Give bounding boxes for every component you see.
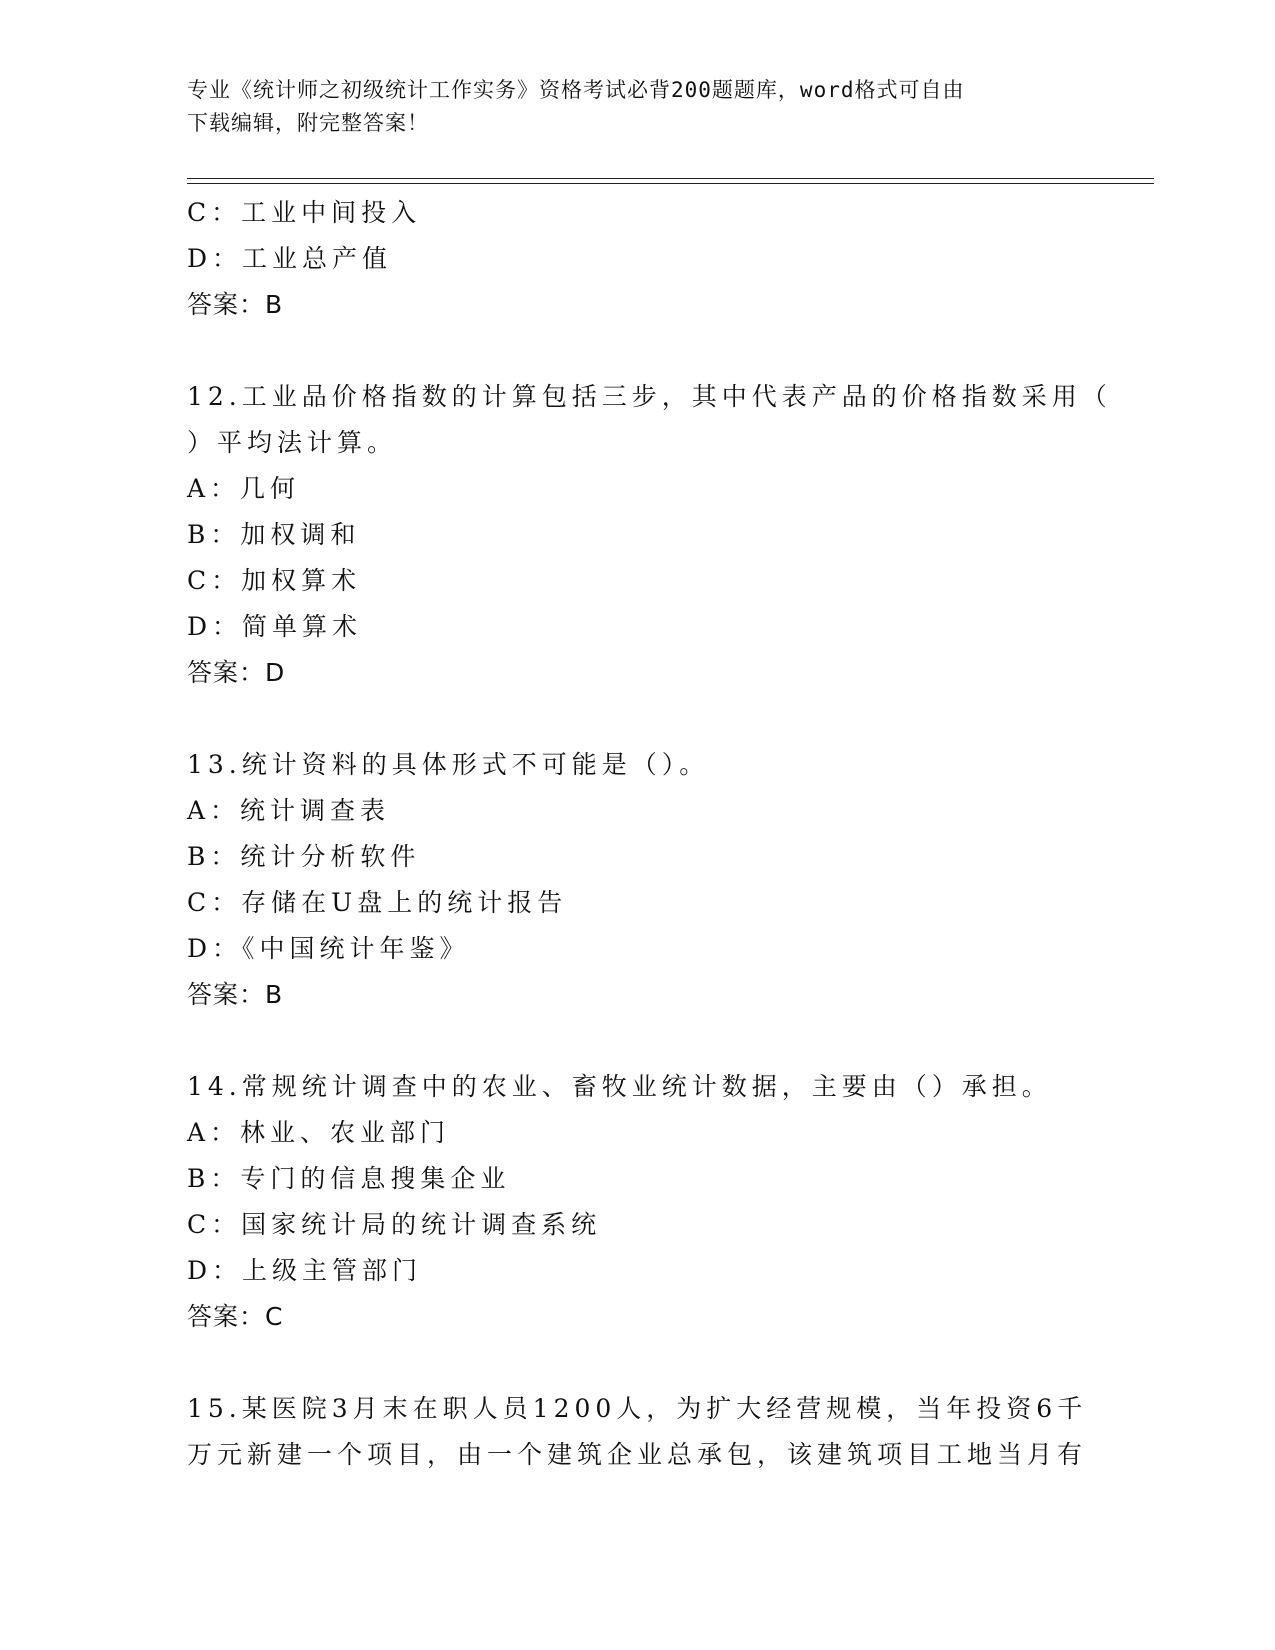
document-header [187, 74, 1087, 140]
question-stem-line: ）平均法计算。 [187, 428, 398, 457]
question-11 [187, 190, 1137, 328]
option-d: D：上级主管部门 [187, 1256, 423, 1285]
option-b: B：统计分析软件 [187, 842, 421, 871]
question-15 [187, 1386, 1137, 1478]
question-stem-line: 14.常规统计调查中的农业、畜牧业统计数据，主要由（）承担。 [187, 1072, 1052, 1101]
answer-line: 答案：D [187, 658, 286, 687]
option-a: A：统计调查表 [187, 796, 391, 825]
header-divider-bottom [187, 183, 1154, 184]
option-c: C：工业中间投入 [187, 198, 422, 227]
option-b: B：专门的信息搜集企业 [187, 1164, 511, 1193]
question-stem-line: 万元新建一个项目，由一个建筑企业总承包，该建筑项目工地当月有 [187, 1440, 1088, 1469]
question-stem-line: 13.统计资料的具体形式不可能是（）。 [187, 750, 710, 779]
option-a: A：几何 [187, 474, 301, 503]
answer-line: 答案：B [187, 980, 284, 1009]
option-d: D：《中国统计年鉴》 [187, 934, 470, 963]
question-12 [187, 374, 1137, 696]
option-b: B：加权调和 [187, 520, 361, 549]
spacer [187, 1340, 1137, 1386]
option-d: D：简单算术 [187, 612, 363, 641]
question-list [187, 190, 1137, 1478]
header-divider-top [187, 178, 1154, 179]
spacer [187, 328, 1137, 374]
question-13 [187, 742, 1137, 1018]
header-line-2: 下载编辑，附完整答案！ [187, 111, 429, 135]
answer-line: 答案：C [187, 1302, 284, 1331]
question-14 [187, 1064, 1137, 1340]
answer-line: 答案：B [187, 290, 284, 319]
option-c: C：加权算术 [187, 566, 362, 595]
question-stem-line: 15.某医院3月末在职人员1200人，为扩大经营规模，当年投资6千 [187, 1394, 1088, 1423]
option-c: C：国家统计局的统计调查系统 [187, 1210, 602, 1239]
spacer [187, 696, 1137, 742]
header-line-1: 专业《统计师之初级统计工作实务》资格考试必背200题题库，word格式可自由 [187, 78, 965, 102]
option-a: A：林业、农业部门 [187, 1118, 451, 1147]
option-d: D：工业总产值 [187, 244, 393, 273]
option-c: C：存储在U盘上的统计报告 [187, 888, 568, 917]
spacer [187, 1018, 1137, 1064]
question-stem-line: 12.工业品价格指数的计算包括三步，其中代表产品的价格指数采用（ [187, 382, 1112, 411]
